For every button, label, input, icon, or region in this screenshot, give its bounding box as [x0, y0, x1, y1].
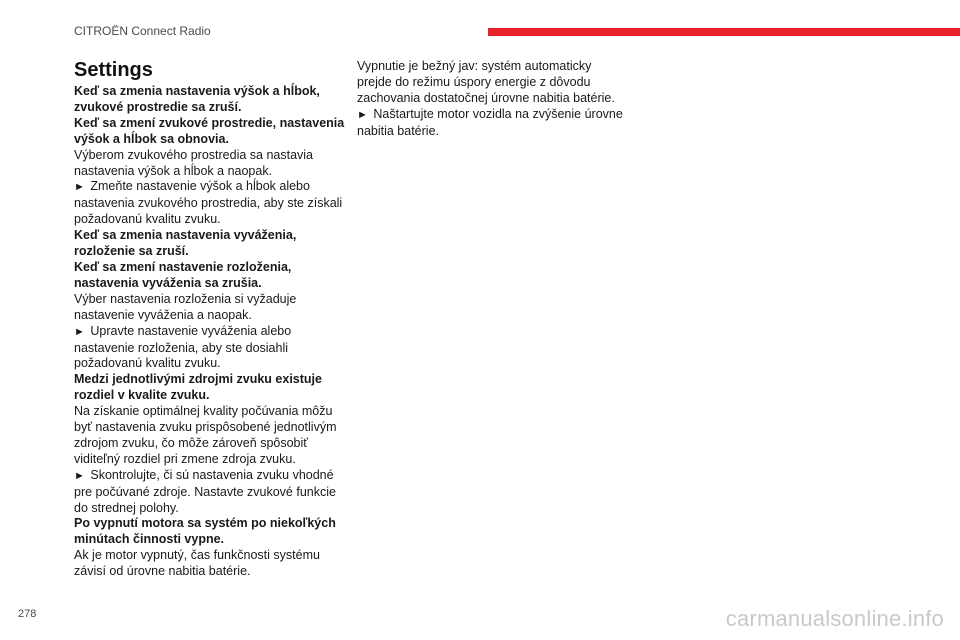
- paragraph-text: Upravte nastavenie vyváženia alebo nastavenie rozloženia, aby ste dosiahli požadovanú kvalitu zvuku.: [74, 323, 292, 371]
- step-arrow-icon: ►: [357, 108, 368, 121]
- step-arrow-icon: ►: [74, 181, 85, 194]
- bold-statement: [74, 228, 346, 260]
- paragraph-text: Vypnutie je bežný jav: systém automaticky prejde do režimu úspory energie z dôvodu zachovania dostatočnej úrovne nabitia batérie.: [357, 59, 615, 105]
- body-paragraph: [74, 292, 346, 324]
- body-paragraph: [74, 548, 346, 580]
- header-accent-bar: [488, 28, 960, 36]
- body-paragraph: [74, 404, 346, 468]
- paragraph-text: Ak je motor vypnutý, čas funkčnosti systému závisí od úrovne nabitia batérie.: [74, 548, 320, 579]
- page-number: 278: [18, 608, 37, 620]
- paragraph-text: Naštartujte motor vozidla na zvýšenie úrovne nabitia batérie.: [357, 106, 623, 138]
- section-title: Settings: [74, 59, 153, 81]
- instruction-step: [74, 324, 346, 373]
- body-paragraph: [74, 148, 346, 180]
- paragraph-text: Výber nastavenia rozloženia si vyžaduje nastavenie vyváženia a naopak.: [74, 291, 297, 322]
- paragraph-text: Výberom zvukového prostredia sa nastavia nastavenia výšok a hĺbok a naopak.: [74, 147, 314, 178]
- left-paragraphs: [74, 84, 346, 580]
- step-arrow-icon: ►: [74, 469, 85, 482]
- paragraph-text: Po vypnutí motora sa systém po niekoľkých minútach činnosti vypne.: [74, 516, 336, 547]
- instruction-step: [357, 107, 629, 140]
- instruction-step: [74, 468, 346, 517]
- paragraph-text: Keď sa zmenia nastavenia vyváženia, rozloženie sa zruší.: [74, 228, 297, 259]
- watermark-text: carmanualsonline.info: [725, 606, 944, 631]
- step-arrow-icon: ►: [74, 325, 85, 338]
- body-paragraph: [357, 59, 629, 107]
- paragraph-text: Keď sa zmení zvukové prostredie, nastavenia výšok a hĺbok sa obnovia.: [74, 115, 345, 146]
- bold-statement: [74, 372, 346, 404]
- paragraph-text: Skontrolujte, či sú nastavenia zvuku vhodné pre počúvané zdroje. Nastavte zvukové funkcie do strednej polohy.: [74, 467, 336, 515]
- left-column: [74, 58, 346, 580]
- paragraph-text: Zmeňte nastavenie výšok a hĺbok alebo nastavenia zvukového prostredia, aby ste získali požadovanú kvalitu zvuku.: [74, 179, 343, 227]
- bold-statement: [74, 116, 346, 148]
- bold-statement: [74, 516, 346, 548]
- running-header: CITROËN Connect Radio: [74, 24, 211, 38]
- bold-statement: [74, 260, 346, 292]
- bold-statement: [74, 84, 346, 116]
- instruction-step: [74, 179, 346, 228]
- right-column: [357, 59, 629, 140]
- paragraph-text: Keď sa zmenia nastavenia výšok a hĺbok, zvukové prostredie sa zruší.: [74, 84, 320, 114]
- paragraph-text: Medzi jednotlivými zdrojmi zvuku existuje rozdiel v kvalite zvuku.: [74, 372, 322, 403]
- paragraph-text: Na získanie optimálnej kvality počúvania môžu byť nastavenia zvuku prispôsobené jednotlivým zdrojom zvuku, čo môže zároveň spôsobiť viditeľný rozdiel pri zmene zdroja zvuku.: [74, 404, 337, 466]
- paragraph-text: Keď sa zmení nastavenie rozloženia, nastavenia vyváženia sa zrušia.: [74, 259, 292, 290]
